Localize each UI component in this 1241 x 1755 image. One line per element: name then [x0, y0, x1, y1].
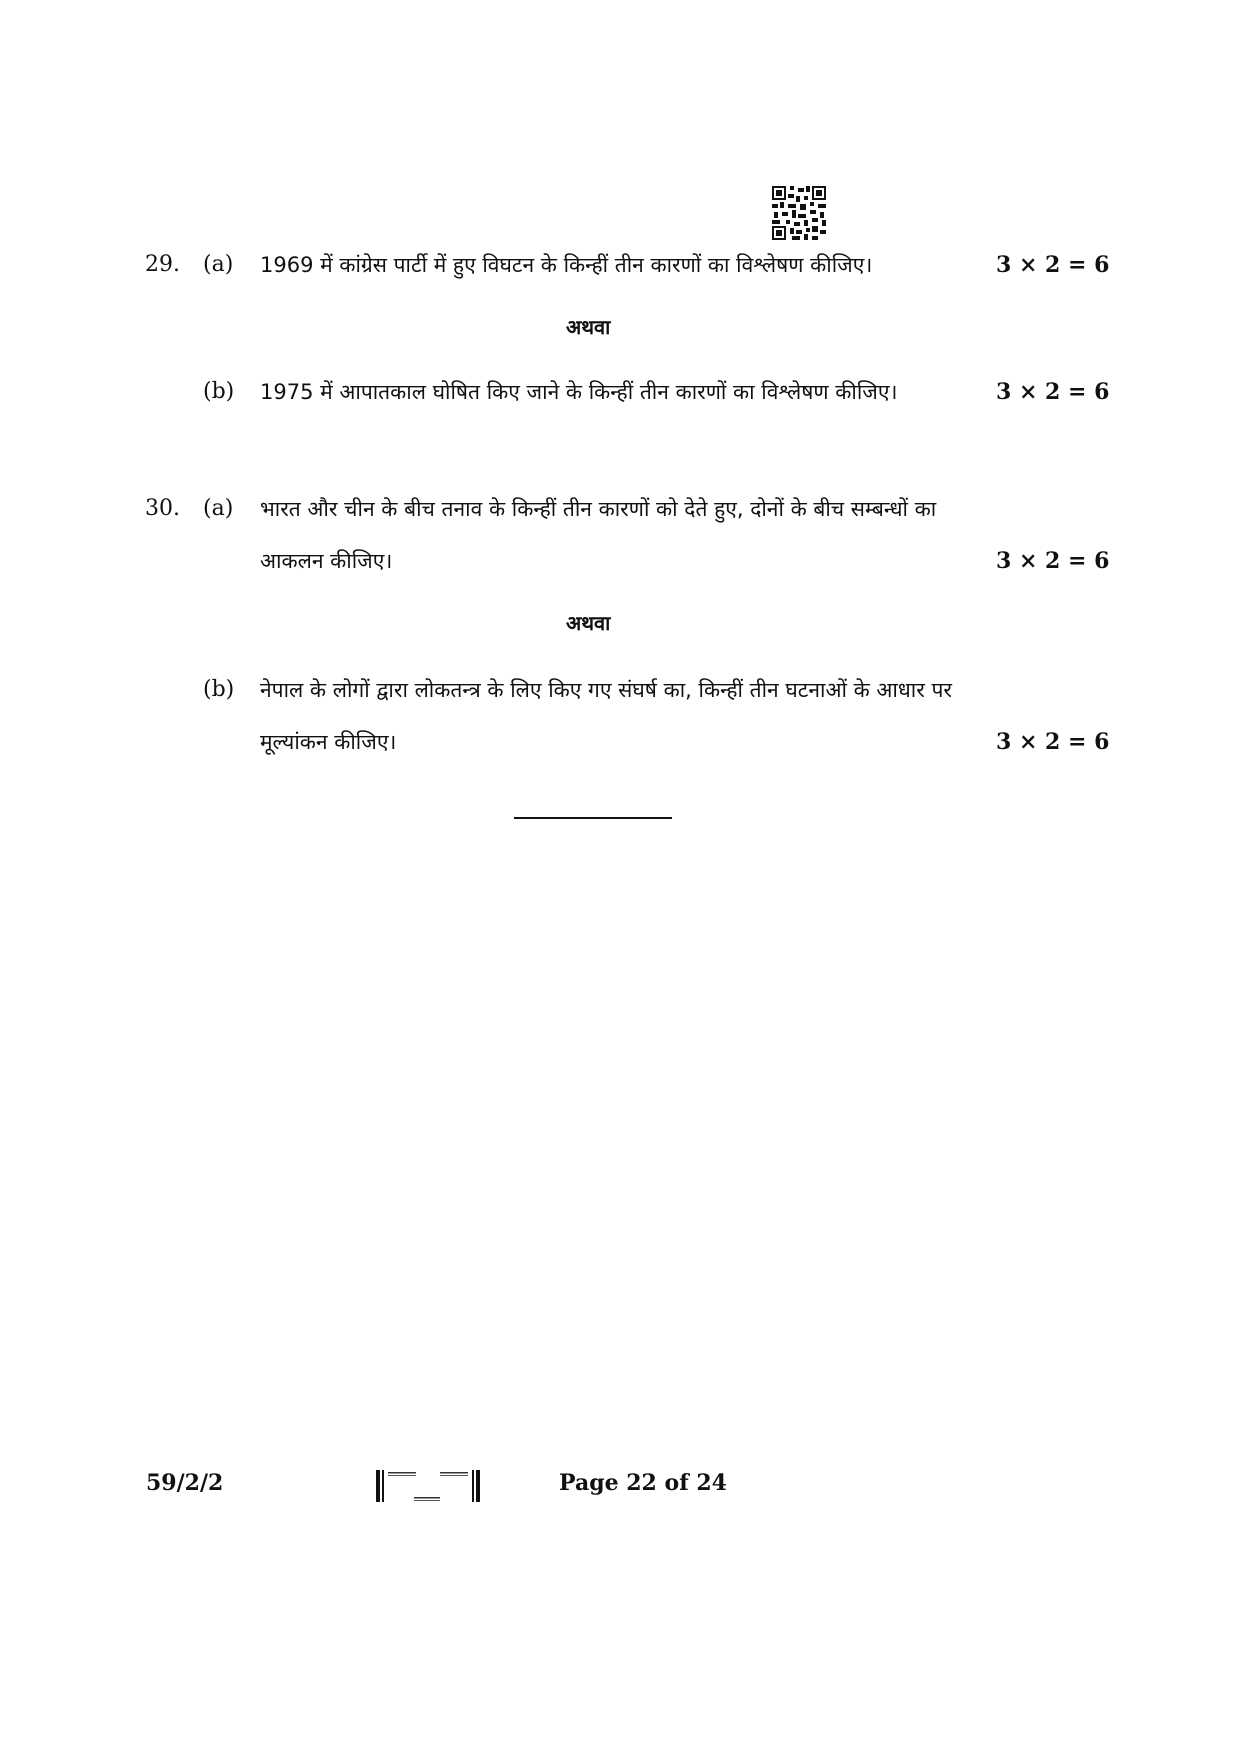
- marks-label: 3 × 2 = 6: [996, 252, 1110, 278]
- question-number: 29.: [145, 252, 180, 277]
- question-text: 1975 में आपातकाल घोषित किए जाने के किन्हीं तीन कारणों का विश्लेषण कीजिए।: [260, 380, 898, 404]
- end-rule: [514, 817, 672, 819]
- or-separator: अथवा: [566, 315, 611, 339]
- paper-code: 59/2/2: [146, 1470, 224, 1496]
- question-number: 30.: [145, 496, 180, 521]
- qr-code: [772, 186, 826, 240]
- page-number: Page 22 of 24: [559, 1470, 727, 1496]
- question-text: नेपाल के लोगों द्वारा लोकतन्त्र के लिए किए गए संघर्ष का, किन्हीं तीन घटनाओं के आधार पर: [260, 678, 952, 702]
- marks-label: 3 × 2 = 6: [996, 548, 1110, 574]
- sub-question-label: (a): [203, 252, 234, 277]
- sub-question-label: (a): [203, 496, 234, 521]
- barcode-mark: [376, 1468, 480, 1504]
- marks-label: 3 × 2 = 6: [996, 379, 1110, 405]
- question-text: 1969 में कांग्रेस पार्टी में हुए विघटन के किन्हीं तीन कारणों का विश्लेषण कीजिए।: [260, 253, 873, 277]
- question-text: भारत और चीन के बीच तनाव के किन्हीं तीन कारणों को देते हुए, दोनों के बीच सम्बन्धों का: [260, 497, 937, 521]
- marks-label: 3 × 2 = 6: [996, 729, 1110, 755]
- question-text: मूल्यांकन कीजिए।: [260, 730, 397, 754]
- sub-question-label: (b): [203, 677, 235, 702]
- sub-question-label: (b): [203, 379, 235, 404]
- or-separator: अथवा: [566, 611, 611, 635]
- question-text: आकलन कीजिए।: [260, 549, 393, 573]
